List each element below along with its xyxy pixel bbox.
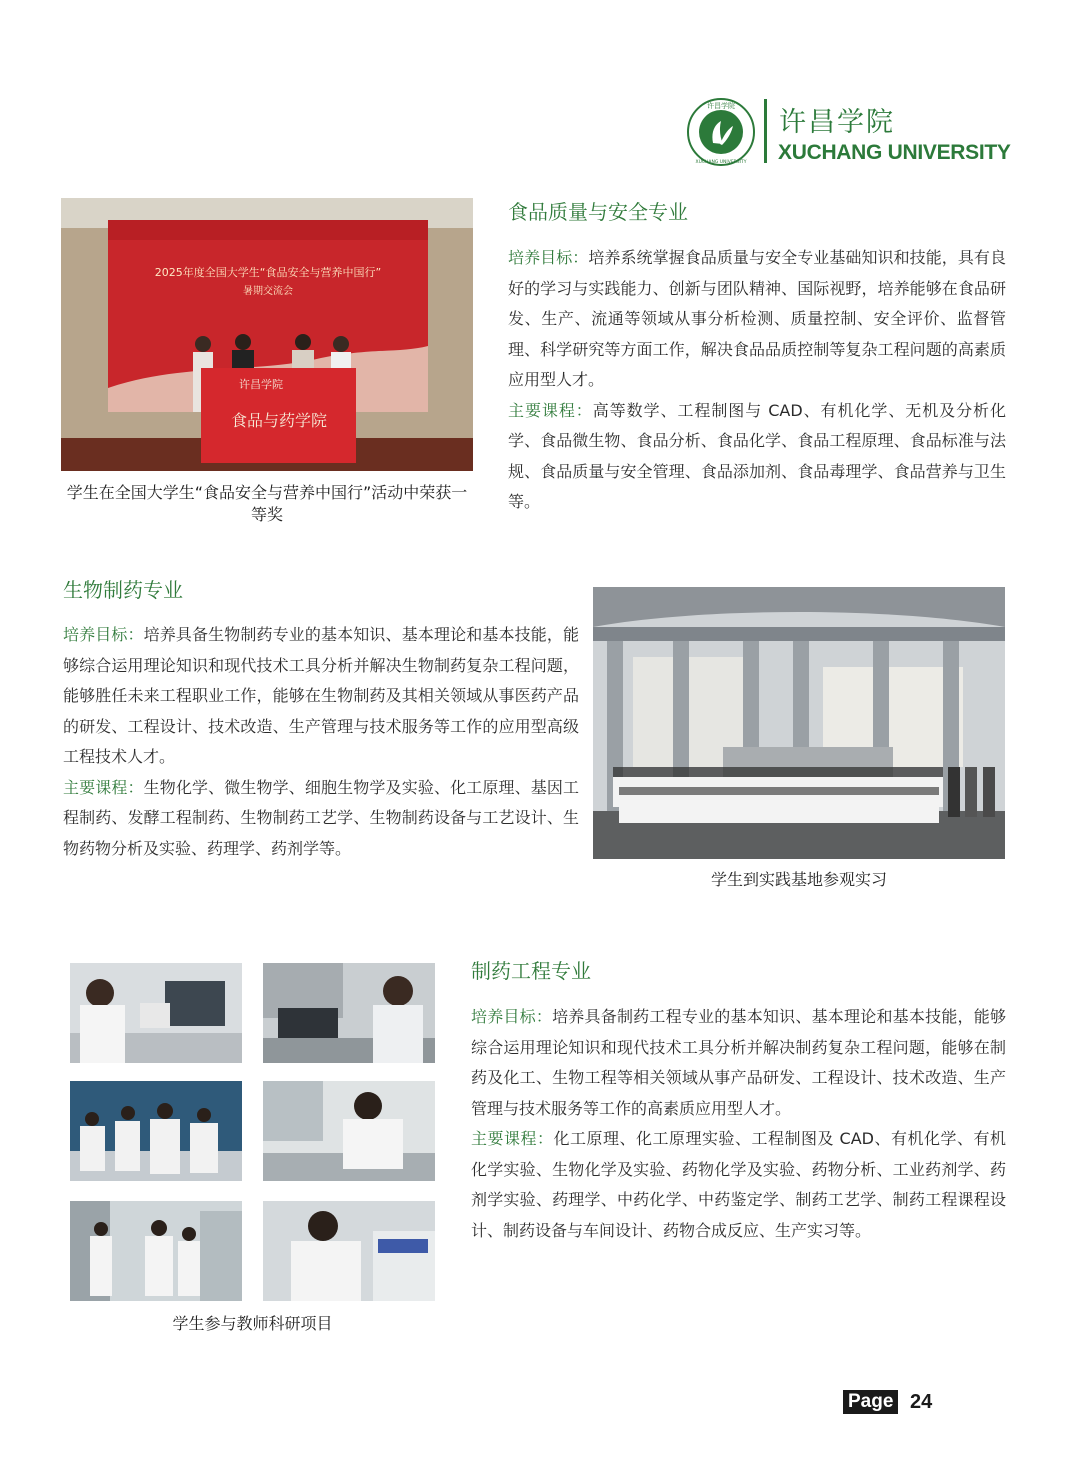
section-title-pharma-engineering: 制药工程专业	[471, 959, 591, 983]
goal-label: 培养目标：	[508, 248, 589, 267]
banner-subtitle: 暑期交流会	[243, 286, 293, 297]
course-label: 主要课程：	[471, 1129, 554, 1148]
university-name-en: XUCHANG UNIVERSITY	[778, 141, 1011, 164]
university-name-cn: 许昌学院	[779, 107, 895, 138]
course-text: 高等数学、工程制图与 CAD、有机化学、无机及分析化学、食品微生物、食品分析、食品化学、食品工程原理、食品标准与法规、食品质量与安全管理、食品添加剂、食品毒理学、食品营养与卫生等。	[508, 400, 1006, 511]
university-seal-logo	[686, 97, 756, 167]
research-photo-2	[263, 963, 435, 1063]
practice-base-caption: 学生到实践基地参观实习	[710, 870, 887, 889]
award-photo-caption: 学生在全国大学生“食品安全与营养中国行”活动中荣获一等奖	[66, 483, 468, 524]
page-number: 24	[910, 1391, 933, 1413]
section-body-pharma-engineering	[471, 1002, 1006, 1246]
section-body-food-safety	[508, 243, 1006, 518]
award-photo	[61, 198, 473, 471]
goal-text: 培养系统掌握食品质量与安全专业基础知识和技能，具有良好的学习与实践能力、创新与团队精神、国际视野，培养能够在食品研发、生产、流通等领域从事分析检测、质量控制、安全评价、监督管理、科学研究等方面工作，解决食品品质控制等复杂工程问题的高素质应用型人才。	[508, 248, 1006, 389]
research-photo-caption: 学生参与教师科研项目	[172, 1314, 333, 1333]
practice-base-photo	[593, 587, 1005, 859]
course-label: 主要课程：	[508, 400, 593, 420]
section-title-biopharma: 生物制药专业	[63, 578, 183, 602]
goal-text: 培养具备制药工程专业的基本知识、基本理论和基本技能，能够综合运用理论知识和现代技术工具分析并解决制药复杂工程问题，能够在制药及化工、生物工程等相关领域从事产品研发、工程设计、技术改造、生产管理与技术服务等工作的高素质应用型人才。	[471, 1007, 1006, 1118]
seal-cn-lettering: 许昌学院	[707, 102, 735, 110]
section-title-food-safety: 食品质量与安全专业	[508, 200, 688, 224]
goal-text: 培养具备生物制药专业的基本知识、基本理论和基本技能，能够综合运用理论知识和现代技术工具分析并解决生物制药复杂工程问题，能够胜任未来工程职业工作，能够在生物制药及其相关领域从事医药产品的研发、工程设计、技术改造、生产管理与技术服务等工作的应用型高级工程技术人才。	[63, 625, 579, 766]
goal-paragraph	[508, 243, 1006, 396]
goal-label: 培养目标：	[471, 1007, 553, 1026]
research-photo-5	[70, 1201, 242, 1301]
flag-text: 食品与药学院	[230, 411, 328, 430]
section-body-biopharma	[63, 620, 579, 864]
banner-title: 2025年度全国大学生“食品安全与营养中国行”	[154, 266, 382, 279]
goal-label: 培养目标：	[63, 625, 144, 644]
research-photo-6	[263, 1201, 435, 1301]
course-text: 化工原理、化工原理实验、工程制图及 CAD、有机化学、有机化学实验、生物化学及实验、药物化学及实验、药物分析、工业药剂学、药剂学实验、药理学、中药化学、中药鉴定学、制药工艺学、制药工程课程设计、制药设备与车间设计、药物合成反应、生产实习等。	[471, 1129, 1006, 1240]
course-paragraph	[471, 1124, 1006, 1246]
page-label: Page	[843, 1390, 898, 1414]
flag-school: 许昌学院	[239, 378, 283, 391]
goal-paragraph	[63, 620, 579, 773]
logo-divider	[764, 99, 767, 163]
research-photo-1	[70, 963, 242, 1063]
course-paragraph	[508, 396, 1006, 518]
course-text: 生物化学、微生物学、细胞生物学及实验、化工原理、基因工程制药、发酵工程制药、生物制药工艺学、生物制药设备与工艺设计、生物药物分析及实验、药理学、药剂学等。	[63, 777, 579, 858]
goal-paragraph	[471, 1002, 1006, 1124]
course-paragraph	[63, 773, 579, 865]
course-label: 主要课程：	[63, 777, 144, 797]
seal-en-lettering: XUCHANG UNIVERSITY	[695, 160, 747, 165]
research-photo-4	[263, 1081, 435, 1181]
research-photo-3	[70, 1081, 242, 1181]
